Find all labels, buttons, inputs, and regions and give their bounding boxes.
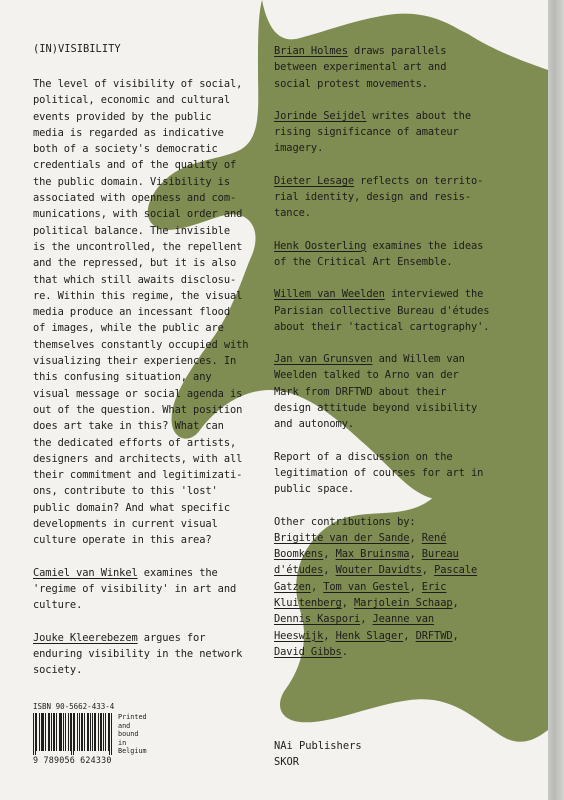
report-line: public space. [274, 483, 355, 496]
other-contributors-line [274, 628, 514, 644]
contributor-entries [274, 43, 514, 449]
entry-text: examines the ideas [366, 239, 484, 252]
separator: , [403, 629, 416, 642]
contrib-text: examines the [137, 566, 218, 579]
entry-text: rising significance of amateur [274, 126, 459, 139]
intro-line: media produce an incessant flood [33, 306, 230, 319]
entry-text: and autonomy. [274, 418, 355, 431]
contrib-text: argues for [137, 631, 206, 644]
entry-text: imagery. [274, 142, 324, 155]
intro-line: events provided by the public [33, 110, 212, 123]
separator: , [323, 629, 336, 642]
contributor-name: Gatzen [274, 580, 311, 593]
intro-line: culture operate in this area? [33, 534, 212, 547]
entry-first-line [274, 351, 514, 367]
intro-line: the dedicated efforts of artists, [33, 436, 237, 449]
entry-first-line [274, 108, 514, 124]
contributor-name: Bureau [421, 548, 459, 561]
printed-line: bound [118, 730, 139, 739]
intro-line: and the repressed, but it is also [33, 257, 237, 270]
intro-line: re. Within this regime, the visual [33, 289, 243, 302]
contributor-name: Heeswijk [274, 629, 324, 642]
contributor-name: DRFTWD [415, 629, 453, 642]
intro-line: munications, with social order and [33, 208, 243, 221]
intro-line: media is regarded as indicative [33, 126, 224, 139]
intro-line: this confusing situation, any [33, 371, 212, 384]
intro-line: of images, while the public are [33, 322, 224, 335]
contributor-name: Jeanne van [372, 613, 435, 626]
author-link: Jouke Kleerebezem [33, 631, 138, 644]
contributor-name: Tom van Gestel [323, 580, 410, 593]
barcode-number: 9 789056 624330 [33, 755, 112, 765]
publishers [274, 738, 362, 770]
author-link: Henk Oosterling [274, 239, 367, 252]
page-edge [548, 0, 564, 800]
contributor-name: Boomkens [274, 548, 324, 561]
entry-text: rial identity, design and resis- [274, 191, 471, 204]
contributor-name: Brigitte van der Sande [274, 531, 410, 544]
intro-line: both of a society's democratic [33, 143, 218, 156]
entry-first-line [274, 43, 514, 59]
contributor-name: David Gibbs [274, 645, 342, 658]
report-line: Report of a discussion on the [274, 450, 453, 463]
intro-line: credentials and of the quality of [33, 159, 237, 172]
contrib-camiel [33, 565, 263, 581]
contributor-name: Marjolein Schaap [354, 597, 453, 610]
contrib-text: 'regime of visibility' in art and [33, 582, 237, 595]
intro-line: is the uncontrolled, the repellent [33, 240, 243, 253]
report-line: legitimation of courses for art in [274, 466, 484, 479]
intro-line: associated with openness and com- [33, 192, 237, 205]
intro-line: designers and architects, with all [33, 452, 243, 465]
other-contributors-line [274, 562, 514, 578]
author-link: Jan van Grunsven [274, 353, 373, 366]
entry-first-line [274, 286, 514, 302]
intro-paragraph [33, 76, 263, 549]
other-contributors-line [274, 595, 514, 611]
entry-text: interviewed the [384, 288, 484, 301]
separator: , [409, 580, 422, 593]
entry-text: between experimental art and [274, 61, 447, 74]
author-link: Brian Holmes [274, 45, 348, 57]
intro-line: ons, contribute to this 'lost' [33, 485, 218, 498]
contributor-name: Pascale [434, 564, 478, 577]
intro-line: does art take in this? What can [33, 420, 224, 433]
separator: , [452, 597, 459, 610]
contributor-name: Wouter Davidts [335, 564, 422, 577]
contrib-text: enduring visibility in the network [33, 647, 243, 660]
intro-line: public domain? And what specific [33, 501, 230, 514]
other-contributors-line [274, 579, 514, 595]
entry-text: and Willem van [372, 353, 465, 366]
entry-text: tance. [274, 207, 311, 220]
left-column [33, 76, 263, 678]
contributor-name: Max Bruinsma [335, 548, 410, 561]
intro-line: that which still awaits disclosu- [33, 273, 237, 286]
separator: , [452, 629, 459, 642]
intro-line: political, economic and cultural [33, 94, 230, 107]
entry-text: about their 'tactical cartography'. [274, 320, 490, 333]
right-column [274, 43, 514, 660]
contributor-name: Eric [421, 580, 447, 593]
contributor-name: Kluitenberg [274, 597, 342, 610]
entry-text: draws parallels [347, 45, 447, 57]
barcode-icon [33, 713, 113, 755]
contrib-jouke [33, 630, 263, 646]
separator: , [409, 531, 422, 544]
author-link: Willem van Weelden [274, 288, 385, 301]
intro-line: visualizing their experiences. In [33, 355, 237, 368]
entry-first-line [274, 238, 514, 254]
other-contributors-line [274, 644, 514, 660]
intro-line: The level of visibility of social, [33, 78, 243, 90]
entry-text: reflects on territo- [354, 174, 484, 187]
separator: , [409, 548, 422, 561]
entry-text: Weelden talked to Arno van der [274, 369, 459, 382]
contributor-name: Henk Slager [335, 629, 404, 642]
contributor-name: d'études [274, 564, 324, 577]
printed-line: in [118, 738, 127, 747]
author-link: Jorinde Seijdel [274, 109, 367, 122]
separator: , [341, 597, 355, 610]
contrib-text: society. [33, 664, 83, 677]
entry-first-line [274, 173, 514, 189]
intro-line: the public domain. Visibility is [33, 175, 230, 188]
printed-line: Printed [118, 713, 147, 721]
contributor-name: René [421, 531, 447, 544]
other-contributors-list [274, 530, 514, 660]
other-contributors-line [274, 530, 514, 546]
separator: , [360, 613, 373, 626]
separator: , [310, 580, 324, 593]
entry-text: social protest movements. [274, 77, 428, 90]
author-link: Dieter Lesage [274, 174, 355, 187]
separator: . [341, 645, 348, 658]
entry-text: design attitude beyond visibility [274, 402, 478, 415]
entry-text: writes about the [366, 109, 471, 122]
intro-line: developments in current visual [33, 518, 218, 531]
publisher-nai: NAi Publishers [274, 740, 362, 752]
printed-note [118, 713, 147, 756]
intro-line: visual message or social agenda is [33, 387, 243, 400]
report-paragraph [274, 449, 514, 498]
contributor-name: Dennis Kaspori [274, 613, 361, 626]
other-contributors-line [274, 611, 514, 627]
intro-line: political balance. The invisible [33, 224, 230, 237]
separator: , [323, 564, 336, 577]
entry-text: Mark from DRFTWD about their [274, 385, 447, 398]
publisher-skor: SKOR [274, 756, 300, 768]
entry-text: of the Critical Art Ensemble. [274, 255, 453, 268]
printed-line: and [118, 721, 131, 730]
intro-line: their commitment and legitimizati- [33, 469, 243, 482]
isbn: ISBN 90-5662-433-4 [33, 702, 115, 711]
separator: , [323, 548, 336, 561]
printed-line: Belgium [118, 747, 147, 756]
intro-line: out of the question. What position [33, 403, 243, 416]
other-contributors-line [274, 546, 514, 562]
separator: , [421, 564, 435, 577]
contrib-text: culture. [33, 599, 83, 612]
section-title: (IN)VISIBILITY [33, 43, 121, 55]
intro-line: themselves constantly occupied with [33, 338, 249, 351]
other-contributions-heading: Other contributions by: [274, 515, 416, 528]
entry-text: Parisian collective Bureau d'études [274, 304, 490, 317]
author-link: Camiel van Winkel [33, 566, 138, 579]
